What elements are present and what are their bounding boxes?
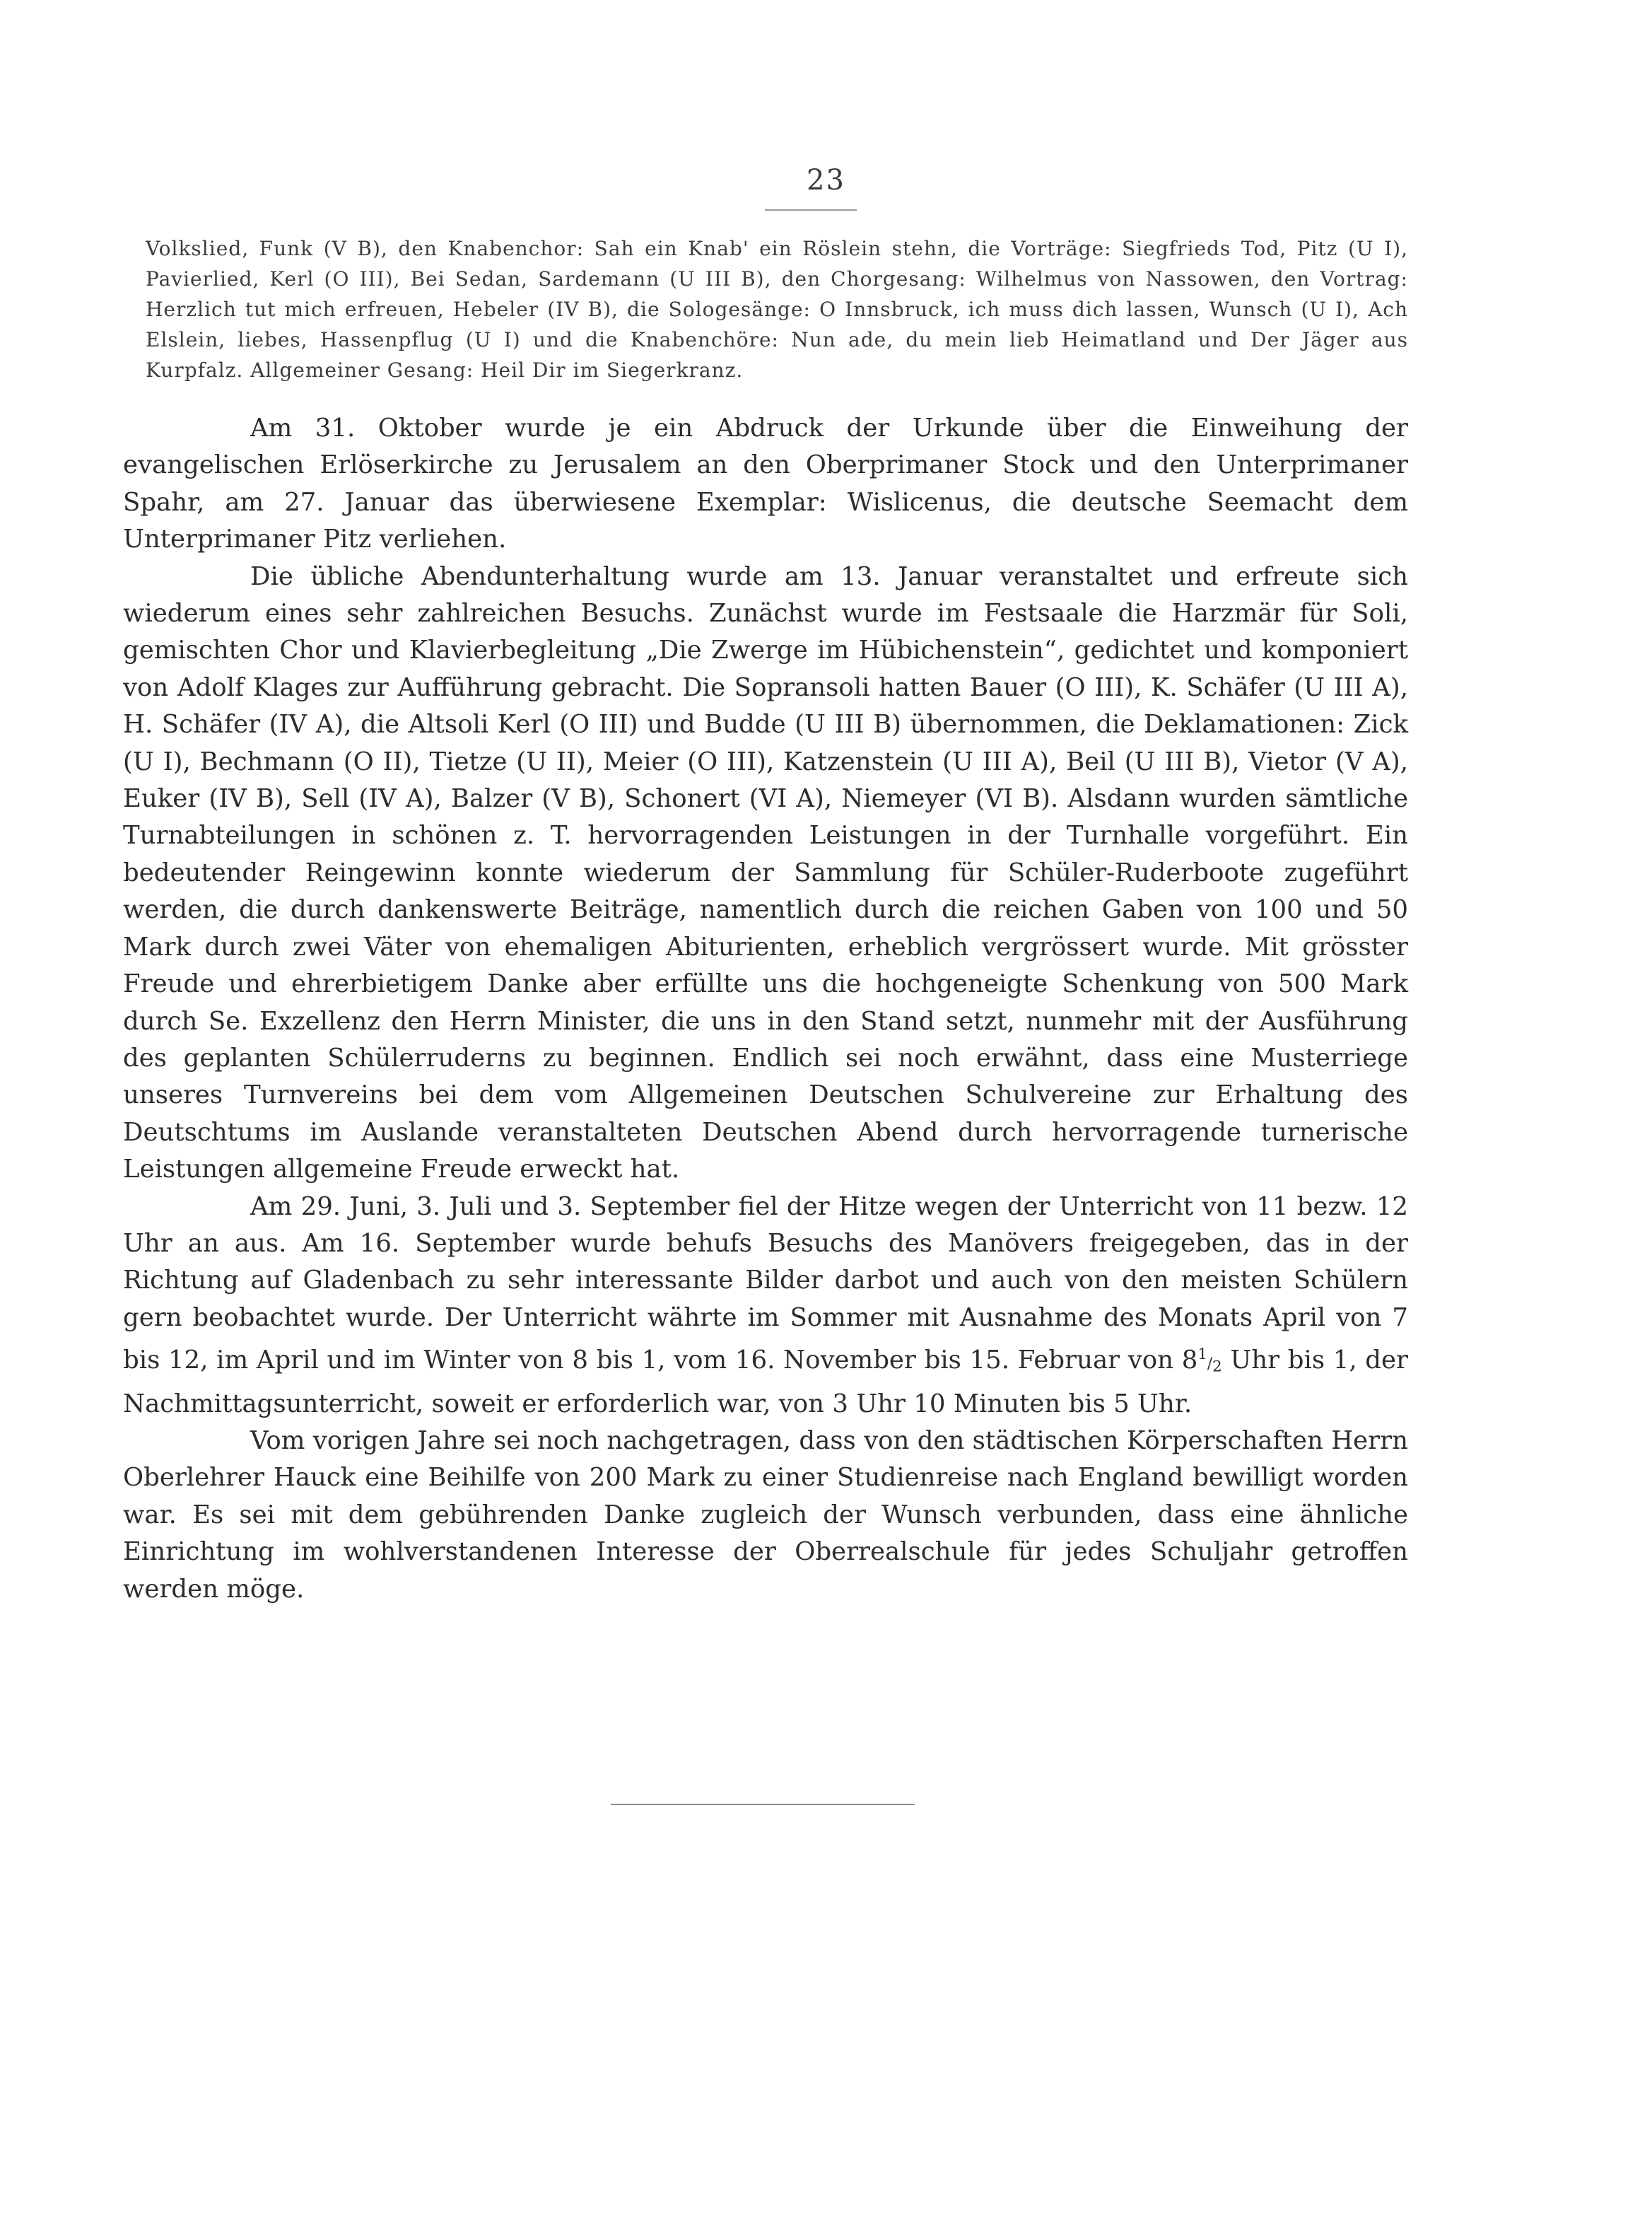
paragraph-school-hours (123, 1189, 1408, 1423)
footer-rule (611, 1804, 915, 1805)
paragraph-evening-entertainment: Die übliche Abendunterhaltung wurde am 13. Januar veranstaltet und erfreute sich wiederum eines sehr zahlreichen Besuchs. Zunächst wurde im Festsaale die Harzmär für Soli, gemischten Chor und Klavierbegleitung „Die Zwerge im Hübichenstein“, gedichtet und komponiert von Adolf Klages zur Aufführung gebracht. Die Sopransoli hatten Bauer (O III), K. Schäfer (U III A), H. Schäfer (IV A), die Altsoli Kerl (O III) und Budde (U III B) übernommen, die Deklamationen: Zick (U I), Bechmann (O II), Tietze (U II), Meier (O III), Katzenstein (U III A), Beil (U III B), Vietor (V A), Euker (IV B), Sell (IV A), Balzer (V B), Schonert (VI A), Niemeyer (VI B). Alsdann wurden sämtliche Turnabteilungen in schönen z. T. hervorragenden Leistungen in der Turnhalle vorgeführt. Ein bedeutender Reingewinn konnte wiederum der Sammlung für Schüler-Ruderboote zugeführt werden, die durch dankenswerte Beiträge, namentlich durch die reichen Gaben von 100 und 50 Mark durch zwei Väter von ehemaligen Abiturienten, erheblich vergrössert wurde. Mit grösster Freude und ehrerbietigem Danke aber erfüllte uns die hochgeneigte Schenkung von 500 Mark durch Se. Exzellenz den Herrn Minister, die uns in den Stand setzt, nunmehr mit der Ausführung des geplanten Schülerruderns zu beginnen. Endlich sei noch erwähnt, dass eine Musterriege unseres Turnvereins bei dem vom Allgemeinen Deutschen Schulvereine zur Erhaltung des Deutschtums im Auslande veranstalteten Deutschen Abend durch hervorragende turnerische Leistungen allgemeine Freude erweckt hat. (123, 561, 1408, 1184)
fraction-separator: / (1207, 1354, 1213, 1372)
header-rule (765, 209, 857, 211)
main-text-body (123, 410, 1408, 1608)
school-hours-text-part2: Uhr bis 1, der Nachmittagsunterricht, soweit er erforderlich war, von 3 Uhr 10 Minuten bis 5 Uhr. (123, 1345, 1408, 1418)
fraction-half (1197, 1346, 1222, 1376)
fraction-denominator: 2 (1212, 1358, 1222, 1376)
paragraph-award-announcement: Am 31. Oktober wurde je ein Abdruck der Urkunde über die Einweihung der evangelischen Erlöserkirche zu Jerusalem an den Oberprimaner Stock und den Unterprimaner Spahr, am 27. Januar das überwiesene Exemplar: Wislicenus, die deutsche Seemacht dem Unterprimaner Pitz verliehen. (123, 414, 1408, 554)
fraction-numerator: 1 (1197, 1346, 1207, 1364)
page-number: 23 (807, 164, 845, 197)
concert-program-paragraph: Volkslied, Funk (V B), den Knabenchor: Sah ein Knab' ein Röslein stehn, die Vorträge: Siegfrieds Tod, Pitz (U I), Pavierlied, Kerl (O III), Bei Sedan, Sardemann (U III B), den Chorgesang: Wilhelmus von Nassowen, den Vortrag: Herzlich tut mich erfreuen, Hebeler (IV B), die Sologesänge: O Innsbruck, ich muss dich lassen, Wunsch (U I), Ach Elslein, liebes, Hassenpflug (U I) und die Knabenchöre: Nun ade, du mein lieb Heimatland und Der Jäger aus Kurpfalz. Allgemeiner Gesang: Heil Dir im Siegerkranz. (146, 237, 1408, 382)
school-hours-text-part1: Am 29. Juni, 3. Juli und 3. September fiel der Hitze wegen der Unterricht von 11 bezw. 12 Uhr an aus. Am 16. September wurde behufs Besuchs des Manövers freigegeben, das in der Richtung auf Gladenbach zu sehr interessante Bilder darbot und auch von den meisten Schülern gern beobachtet wurde. Der Unterricht währte im Sommer mit Ausnahme des Monats April von 7 bis 12, im April und im Winter von 8 bis 1, vom 16. November bis 15. Februar von 8 (123, 1191, 1408, 1375)
paragraph-study-trip-grant: Vom vorigen Jahre sei noch nachgetragen, dass von den städtischen Körperschaften Herrn Oberlehrer Hauck eine Beihilfe von 200 Mark zu einer Studienreise nach England bewilligt worden war. Es sei mit dem gebührenden Danke zugleich der Wunsch verbunden, dass eine ähnliche Einrichtung im wohlverstandenen Interesse der Oberrealschule für jedes Schuljahr getroffen werden möge. (123, 1425, 1408, 1604)
